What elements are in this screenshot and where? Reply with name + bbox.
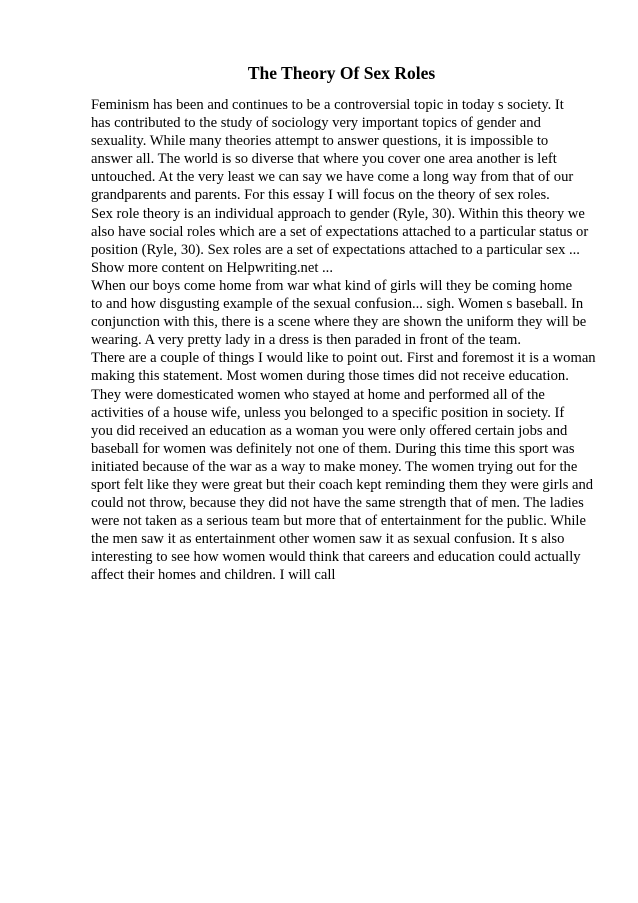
body-line: has contributed to the study of sociology very important topics of gender and — [91, 115, 541, 132]
body-line: Sex role theory is an individual approach to gender (Ryle, 30). Within this theory we — [91, 205, 585, 222]
body-line: Show more content on Helpwriting.net ... — [91, 259, 333, 276]
body-line: wearing. A very pretty lady in a dress is then paraded in front of the team. — [91, 332, 521, 349]
body-line: you did received an education as a woman you were only offered certain jobs and — [91, 422, 568, 439]
document-title: The Theory Of Sex Roles — [247, 63, 436, 83]
body-line: to and how disgusting example of the sexual confusion... sigh. Women s baseball. In — [91, 296, 584, 313]
body-line: sexuality. While many theories attempt to answer questions, it is impossible to — [91, 133, 549, 150]
body-line: were not taken as a serious team but more that of entertainment for the public. While — [91, 513, 586, 530]
body-line: conjunction with this, there is a scene where they are shown the uniform they will be — [91, 314, 587, 331]
body-line: Feminism has been and continues to be a controversial topic in today s society. It — [91, 97, 564, 113]
body-line: baseball for women was definitely not one of them. During this time this sport was — [91, 440, 575, 457]
body-line: answer all. The world is so diverse that where you cover one area another is left — [91, 151, 557, 168]
body-line: affect their homes and children. I will call — [91, 567, 336, 584]
body-line: could not throw, because they did not have the same strength that of men. The ladies — [91, 495, 584, 512]
body-line: untouched. At the very least we can say we have come a long way from that of our — [91, 169, 574, 186]
body-line: the men saw it as entertainment other women saw it as sexual confusion. It s also — [91, 531, 565, 548]
body-line: also have social roles which are a set of expectations attached to a particular status or — [91, 223, 589, 240]
body-line: When our boys come home from war what kind of girls will they be coming home — [91, 277, 573, 294]
body-line: sport felt like they were great but their coach kept reminding them they were girls and — [91, 476, 594, 493]
body-line: activities of a house wife, unless you belonged to a specific position in society. If — [91, 404, 565, 421]
body-line: They were domesticated women who stayed at home and performed all of the — [91, 386, 545, 403]
body-line: interesting to see how women would think that careers and education could actually — [91, 549, 581, 566]
body-line: making this statement. Most women during those times did not receive education. — [91, 368, 569, 385]
document-body — [91, 96, 611, 585]
body-line: There are a couple of things I would like to point out. First and foremost it is a woman — [91, 350, 596, 367]
body-line: grandparents and parents. For this essay I will focus on the theory of sex roles. — [91, 187, 550, 204]
body-line: position (Ryle, 30). Sex roles are a set of expectations attached to a particular sex ... — [91, 241, 580, 258]
body-line: initiated because of the war as a way to make money. The women trying out for the — [91, 458, 578, 475]
